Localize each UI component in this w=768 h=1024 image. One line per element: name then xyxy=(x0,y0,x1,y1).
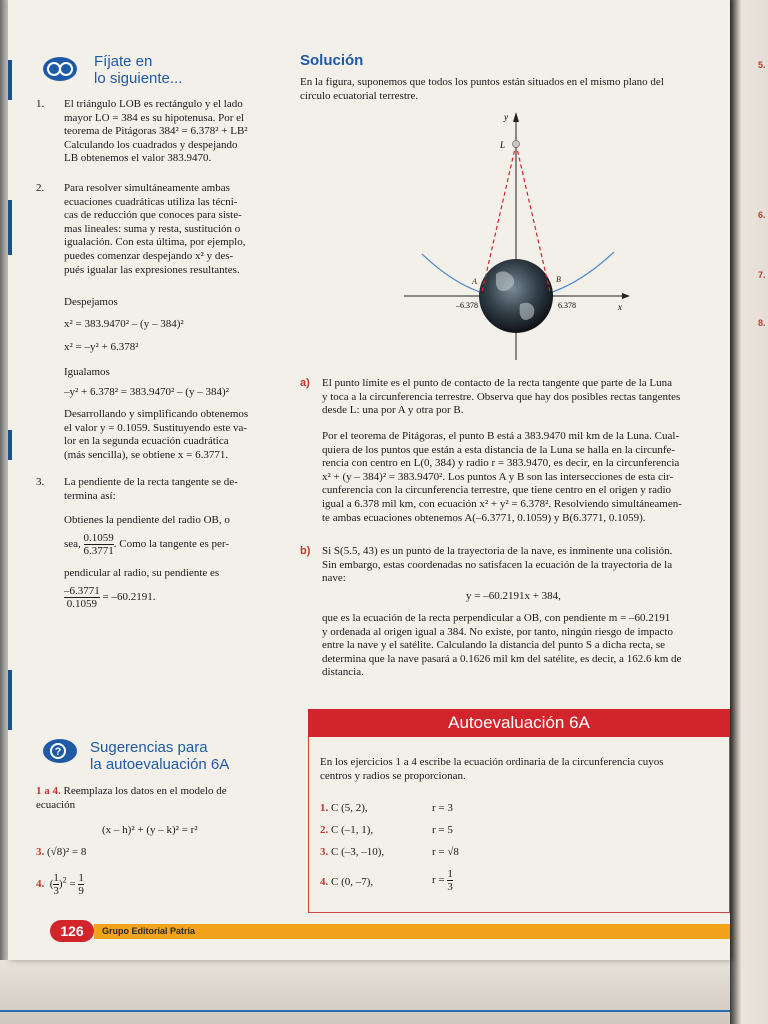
notice-title-line1: Fíjate en xyxy=(94,53,153,70)
hint-4: 4. ( $\frac{1}{3}$ )$^2$ = $\frac{1}{9}$ xyxy=(36,872,84,897)
part-b-text: Si S(5.5, 43) es un punto de la trayectoria de la nave, es inminente una colisión. Sin embargo, estas coordenadas no satisfacen la ecuación de la trayectoria de la nave: xyxy=(322,545,673,585)
part-a-text: El punto límite es el punto de contacto de la recta tangente que parte de la Luna y toca a la circunferencia terrestre. Observa que hay dos posibles rectas tangentes desde L: una por A y otra por B. xyxy=(322,377,681,417)
book-spine-shadow xyxy=(0,0,8,1024)
part-a-text2: Por el teorema de Pitágoras, el punto B está a 383.9470 mil km de la Luna. Cual- quiera de los puntos que están a esta distancia de la Luna se halla en la circunfe- rencia con centro en L(0, 384) y radio r = 383.9470, es decir, en la circunferencia x² + (y – 384)² = 383.9470². Los puntos A y B son las intersecciones de esta cir- cunferencia con la circunferencia terrestre, que tiene centro en el origen y radio igual a 6.378 mil km, con ecuación x² + y² = 6.378². Resolviendo simultáneamen- te ambas ecuaciones obtenemos A(–6.3771, 0.1059) y B(6.3771, 0.1059). xyxy=(322,430,682,524)
earth-circle xyxy=(479,259,553,333)
part-a-label: a) xyxy=(300,377,310,389)
exercise-item: 4. C (0, –7), xyxy=(320,876,374,888)
exercise-radius: r = $\frac{1}{3}$ xyxy=(432,868,453,893)
pendiente-line1: Obtienes la pendiente del radio OB, o xyxy=(64,514,230,526)
circle-formula: (x – h)² + (y – k)² = r² xyxy=(102,824,198,836)
notice-item-2: Para resolver simultáneamente ambas ecuaciones cuadráticas utiliza las técni- cas de reducción que conoces para siste- mas lineales: suma y resta, sustitución o igualación. Con esta última, por ejemplo, puedes comenzar despejando x² y des- pués igualar las expresiones resultantes. xyxy=(64,182,246,276)
part-b-label: b) xyxy=(300,545,311,557)
equation-3: –y² + 6.378² = 383.9470² – (y – 384)² xyxy=(64,386,229,398)
point-a-label: A xyxy=(472,277,477,286)
item-number: 1. xyxy=(36,98,45,110)
exercise-item: 3. C (–3, –10), xyxy=(320,846,385,858)
exercise-radius: r = 5 xyxy=(432,824,453,836)
desarrollo-text: Desarrollando y simplificando obtenemos el valor y = 0.1059. Sustituyendo este va- lor en la segunda ecuación cuadrática (más sencilla), se obtiene x = 6.3771. xyxy=(64,408,249,461)
item-number: 3. xyxy=(36,476,45,488)
next-page-edge xyxy=(0,960,768,1024)
sug-text: 1 a 4. Reemplaza los datos en el modelo de ecuación xyxy=(36,785,227,811)
equation-1: x² = 383.9470² – (y – 384)² xyxy=(64,318,184,330)
notice-title-line2: lo siguiente... xyxy=(94,70,183,87)
page-number: 126 xyxy=(50,920,94,942)
side-number: 6. xyxy=(758,210,766,220)
margin-marks xyxy=(8,30,13,730)
igualamos-label: Igualamos xyxy=(64,366,110,378)
neg-radius-label: –6.378 xyxy=(456,301,478,310)
part-b-text2: que es la ecuación de la recta perpendicular a OB, con pendiente m = –60.2191 y ordenada al origen igual a 384. No existe, por tanto, ningún riesgo de impacto entre la nave y el satélite. Calculando la distancia del punto S a dicha recta, se determina que la nave pasará a 0.1626 mil km del satélite, es decir, a 162.6 km de distancia. xyxy=(322,612,682,679)
textbook-page xyxy=(8,0,730,960)
point-l-label: L xyxy=(500,140,506,150)
pendiente-line3: pendicular al radio, su pendiente es xyxy=(64,567,220,579)
sug-title-line1: Sugerencias para xyxy=(90,739,208,756)
exercise-radius: r = √8 xyxy=(432,846,459,858)
item-number: 2. xyxy=(36,182,45,194)
earth-moon-figure xyxy=(400,104,640,366)
exercise-item: 1. C (5, 2), xyxy=(320,802,368,814)
exercise-item: 2. C (–1, 1), xyxy=(320,824,374,836)
y-axis-label: y xyxy=(504,112,508,122)
moon-point xyxy=(513,141,520,148)
facing-page-edge xyxy=(730,0,768,1024)
despejamos-label: Despejamos xyxy=(64,296,118,308)
svg-text:?: ? xyxy=(54,746,62,758)
pendiente-line2: sea, $\frac{0.1059}{6.3771}$ . Como la tangente es per- xyxy=(64,532,230,557)
autoevaluacion-header: Autoevaluación 6A xyxy=(308,709,730,737)
sug-title-line2: la autoevaluación 6A xyxy=(90,756,230,773)
point-b-label: B xyxy=(556,275,561,284)
slope-fraction: $\frac{0.1059}{6.3771}$ xyxy=(83,532,114,557)
exercise-radius: r = 3 xyxy=(432,802,453,814)
equation-2: x² = –y² + 6.378² xyxy=(64,341,139,353)
x-axis-label: x xyxy=(618,302,622,312)
next-page-line xyxy=(0,1010,768,1012)
pos-radius-label: 6.378 xyxy=(558,301,576,310)
side-number: 7. xyxy=(758,270,766,280)
hint-3: 3. (√8)² = 8 xyxy=(36,846,87,858)
autoevaluacion-instructions: En los ejercicios 1 a 4 escribe la ecuación ordinaria de la circunferencia cuyos centros y radios se proporcionan. xyxy=(320,756,664,782)
notice-item-1: El triángulo LOB es rectángulo y el lado mayor LO = 384 es su hipotenusa. Por el teorema de Pitágoras 384² = 6.378² + LB² Calculando los cuadrados y despejando LB obtenemos el valor 383.9470. xyxy=(64,98,248,165)
tangent-slope: $\frac{-6.3771}{0.1059}$ = –60.2191. xyxy=(64,585,156,610)
solution-title: Solución xyxy=(300,52,364,69)
solution-intro: En la figura, suponemos que todos los puntos están situados en el mismo plano del círculo ecuatorial terrestre. xyxy=(300,76,664,102)
question-bubble-icon xyxy=(42,738,78,764)
publisher-name: Grupo Editorial Patria xyxy=(102,926,196,936)
notice-item-3: La pendiente de la recta tangente se de- termina así: xyxy=(64,476,238,502)
trajectory-equation: y = –60.2191x + 384, xyxy=(466,590,561,602)
side-number: 8. xyxy=(758,318,766,328)
glasses-icon xyxy=(42,56,78,82)
side-number: 5. xyxy=(758,60,766,70)
